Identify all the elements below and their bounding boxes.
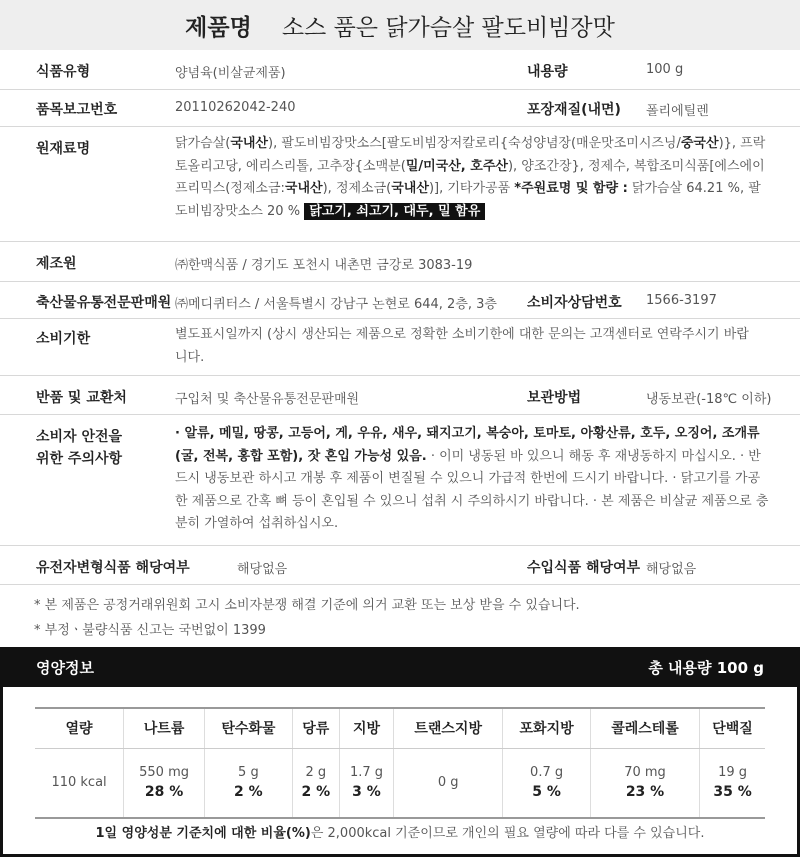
nutrient-cell: 70 mg 23 % [590,748,699,818]
safety-key: 소비자 안전을 위한 주의사항 [36,429,123,467]
imported-value: 해당없음 [646,562,697,577]
nutrient-name: 나트륨 [124,708,205,748]
row-return [0,376,800,415]
gmo-key: 유전자변형식품 해당여부 [36,560,190,576]
content-key: 내용량 [527,64,568,80]
nutrition-table [35,707,765,819]
nutrient-cell: 5 g 2 % [205,748,293,818]
nutrition-header-row [35,708,765,748]
manufacturer-key: 제조원 [36,256,77,272]
nutrient-cell: 110 kcal [35,748,124,818]
nutrient-name: 포화지방 [503,708,591,748]
consumer-phone-value: 1566-3197 [646,293,717,308]
row-manufacturer [0,242,800,282]
nutrient-cell: 2 g 2 % [292,748,339,818]
nutrient-name: 단백질 [700,708,765,748]
safety-value: · 알류, 메밀, 땅콩, 고등어, 게, 우유, 새우, 돼지고기, 복숭아, 토마토, 아황산류, 호두, 오징어, 조개류(굴, 전복, 홍합 포함), 잣 혼입 가능성 있음. · 이미 냉동된 바 있으니 해동 후 재냉동하지 마십시오. · 반드시 냉동보관 하시고 개봉 후 제품이 변질될 수 있으니 가급적 한번에 드시기 바랍니다. · 닭고기를 가공한 제품으로 간혹 뼈 등이 혼입될 수 있으니 섭취 시 주의하시기 바랍니다. · 본 제품은 비살균 제품으로 충분히 가열하여 섭취하십시오. [175,426,769,531]
notice-exchange: * 본 제품은 공정거래위원회 고시 소비자분쟁 해결 기준에 의거 교환 또는 보상 받을 수 있습니다. [34,598,580,613]
seller-key: 축산물유통전문판매원 [36,295,172,311]
nutrition-total: 총 내용량 100 g [648,659,764,677]
row-safety [0,415,800,546]
seller-value: ㈜메디퀴터스 / 서울특별시 강남구 논현로 644, 2층, 3층 [175,297,497,312]
packaging-value: 폴리에틸렌 [646,104,709,119]
storage-value: 냉동보관(-18℃ 이하) [646,392,772,407]
nutrient-name: 콜레스테롤 [590,708,699,748]
product-name-header [0,0,800,50]
row-gmo [0,546,800,585]
allergen-badge: 닭고기, 쇠고기, 대두, 밀 함유 [304,203,485,220]
nutrient-cell: 1.7 g 3 % [339,748,393,818]
product-info-table [0,50,800,585]
report-number-key: 품목보고번호 [36,102,118,118]
return-key: 반품 및 교환처 [36,390,127,406]
product-name-label: 제품명 [185,14,252,41]
nutrient-name: 지방 [339,708,393,748]
storage-key: 보관방법 [527,390,582,406]
expiry-key: 소비기한 [36,331,91,347]
gmo-value: 해당없음 [237,562,288,577]
consumer-phone-key: 소비자상담번호 [527,295,622,311]
nutrient-name: 열량 [35,708,124,748]
expiry-value: 별도표시일까지 (상시 생산되는 제품으로 정확한 소비기한에 대한 문의는 고객센터로 연락주시기 바랍니다. [175,327,749,365]
nutrient-name: 트랜스지방 [394,708,503,748]
nutrient-cell: 19 g 35 % [700,748,765,818]
notice-section [0,585,800,647]
content-value: 100 g [646,62,684,77]
nutrient-cell: 0 g [394,748,503,818]
return-value: 구입처 및 축산물유통전문판매원 [175,392,360,407]
row-food-type [0,50,800,90]
product-name: 소스 품은 닭가슴살 팔도비빔장맛 [281,14,615,41]
nutrition-header [0,647,800,687]
nutrient-cell: 550 mg 28 % [124,748,205,818]
packaging-key: 포장재질(내면) [527,102,621,118]
row-report-number [0,90,800,127]
food-type-value: 양념육(비살균제품) [175,66,286,81]
nutrient-name: 탄수화물 [205,708,293,748]
nutrition-value-row [35,748,765,818]
row-expiry [0,319,800,376]
nutrition-title: 영양정보 [36,659,94,677]
imported-key: 수입식품 해당여부 [527,560,641,576]
nutrient-cell: 0.7 g 5 % [503,748,591,818]
ingredients-value: 닭가슴살(국내산), 팔도비빔장맛소스[팔도비빔장저칼로리{숙성양념장(매운맛조미시즈닝/중국산)}, 프락토올리고당, 에리스리톨, 고추장{소맥분(밀/미국산, 호주산), 양조간장}, 정제수, 복합조미식품[에스에이프리믹스(정제소금:국내산), 정제소금(국내산)], 기타가공품 *주원료명 및 함량 : 닭가슴살 64.21 %, 팔도비빔장맛소스 20 % 닭고기, 쇠고기, 대두, 밀 함유 [175,136,766,219]
manufacturer-value: ㈜한맥식품 / 경기도 포천시 내촌면 금강로 3083-19 [175,258,473,273]
ingredients-key: 원재료명 [36,141,91,157]
daily-value-note: 1일 영양성분 기준치에 대한 비율(%)은 2,000kcal 기준이므로 개인의 필요 열량에 따라 다를 수 있습니다. [95,826,705,841]
nutrient-name: 당류 [292,708,339,748]
row-seller [0,282,800,319]
row-ingredients [0,127,800,242]
notice-report: * 부정ㆍ불량식품 신고는 국번없이 1399 [34,623,266,638]
report-number-value: 20110262042-240 [175,100,296,115]
food-type-key: 식품유형 [36,64,91,80]
